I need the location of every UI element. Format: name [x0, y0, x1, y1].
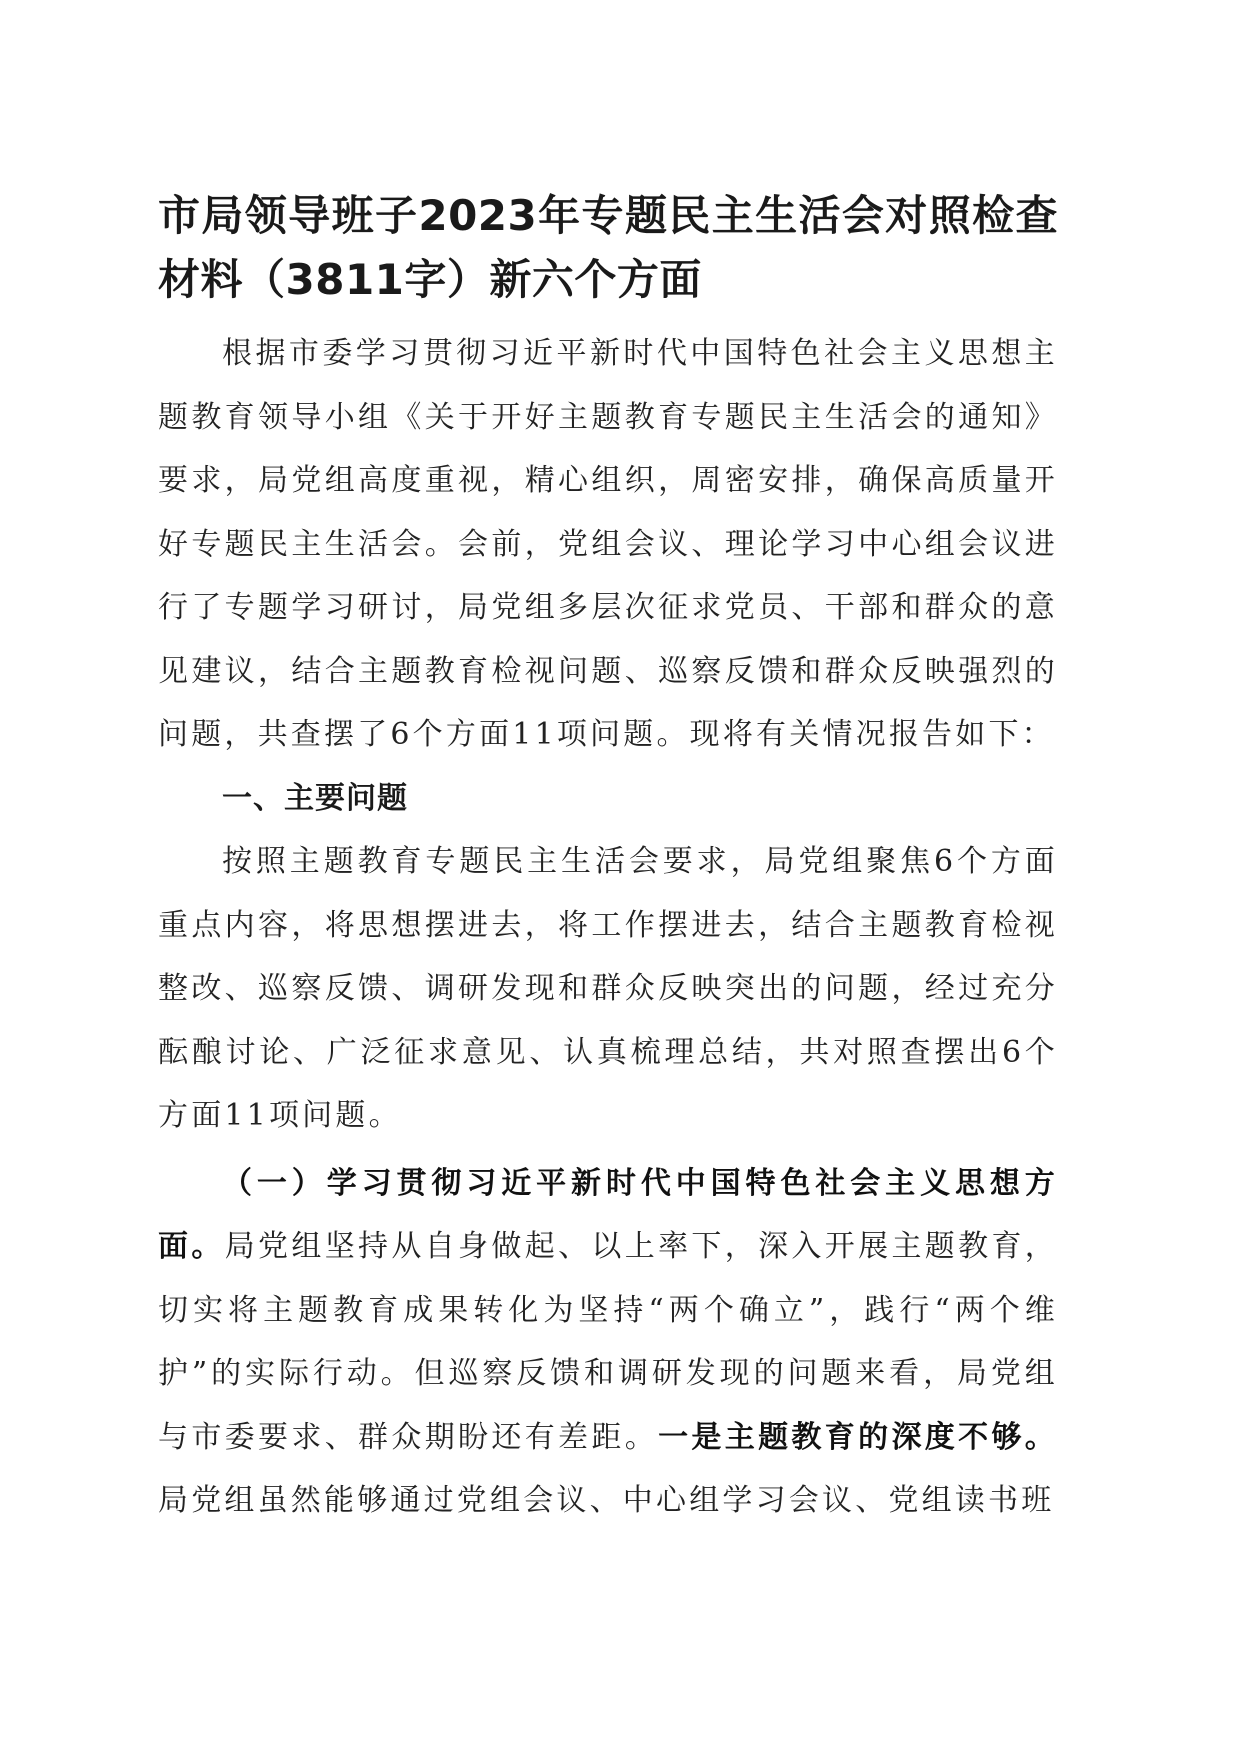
section-paragraph: 按照主题教育专题民主生活会要求，局党组聚焦6个方面重点内容，将思想摆进去，将工作摆进去，结合主题教育检视整改、巡察反馈、调研发现和群众反映突出的问题，经过充分酝酿讨论、广泛征求意见、认真梳理总结，共对照查摆出6个方面11项问题。	[158, 844, 1058, 1133]
subsection-paragraph	[158, 1152, 1058, 1533]
subsection-text-b: 局党组虽然能够通过党组会议、中心组学习会议、党组读书班	[158, 1483, 1055, 1518]
document-title: 市局领导班子2023年专题民主生活会对照检查材料（3811字）新六个方面	[158, 191, 1058, 304]
subsection-heading: （一）学习贯彻习近平新时代中国特色社会主义思想方面。	[158, 1165, 1058, 1264]
intro-paragraph: 根据市委学习贯彻习近平新时代中国特色社会主义思想主题教育领导小组《关于开好主题教育专题民主生活会的通知》要求，局党组高度重视，精心组织，周密安排，确保高质量开好专题民主生活会。会前，党组会议、理论学习中心组会议进行了专题学习研讨，局党组多层次征求党员、干部和群众的意见建议，结合主题教育检视问题、巡察反馈和群众反映强烈的问题，共查摆了6个方面11项问题。现将有关情况报告如下：	[158, 336, 1058, 752]
section-heading-main-problems: 一、主要问题	[222, 780, 408, 816]
point-one-heading: 一是主题教育的深度不够。	[658, 1419, 1058, 1455]
subsection-text-a: 局党组坚持从自身做起、以上率下，深入开展主题教育，切实将主题教育成果转化为坚持“两个确立”，践行“两个维护”的实际行动。但巡察反馈和调研发现的问题来看，局党组与市委要求、群众期盼还有差距。	[158, 1229, 1059, 1455]
document-body	[158, 184, 1058, 1533]
